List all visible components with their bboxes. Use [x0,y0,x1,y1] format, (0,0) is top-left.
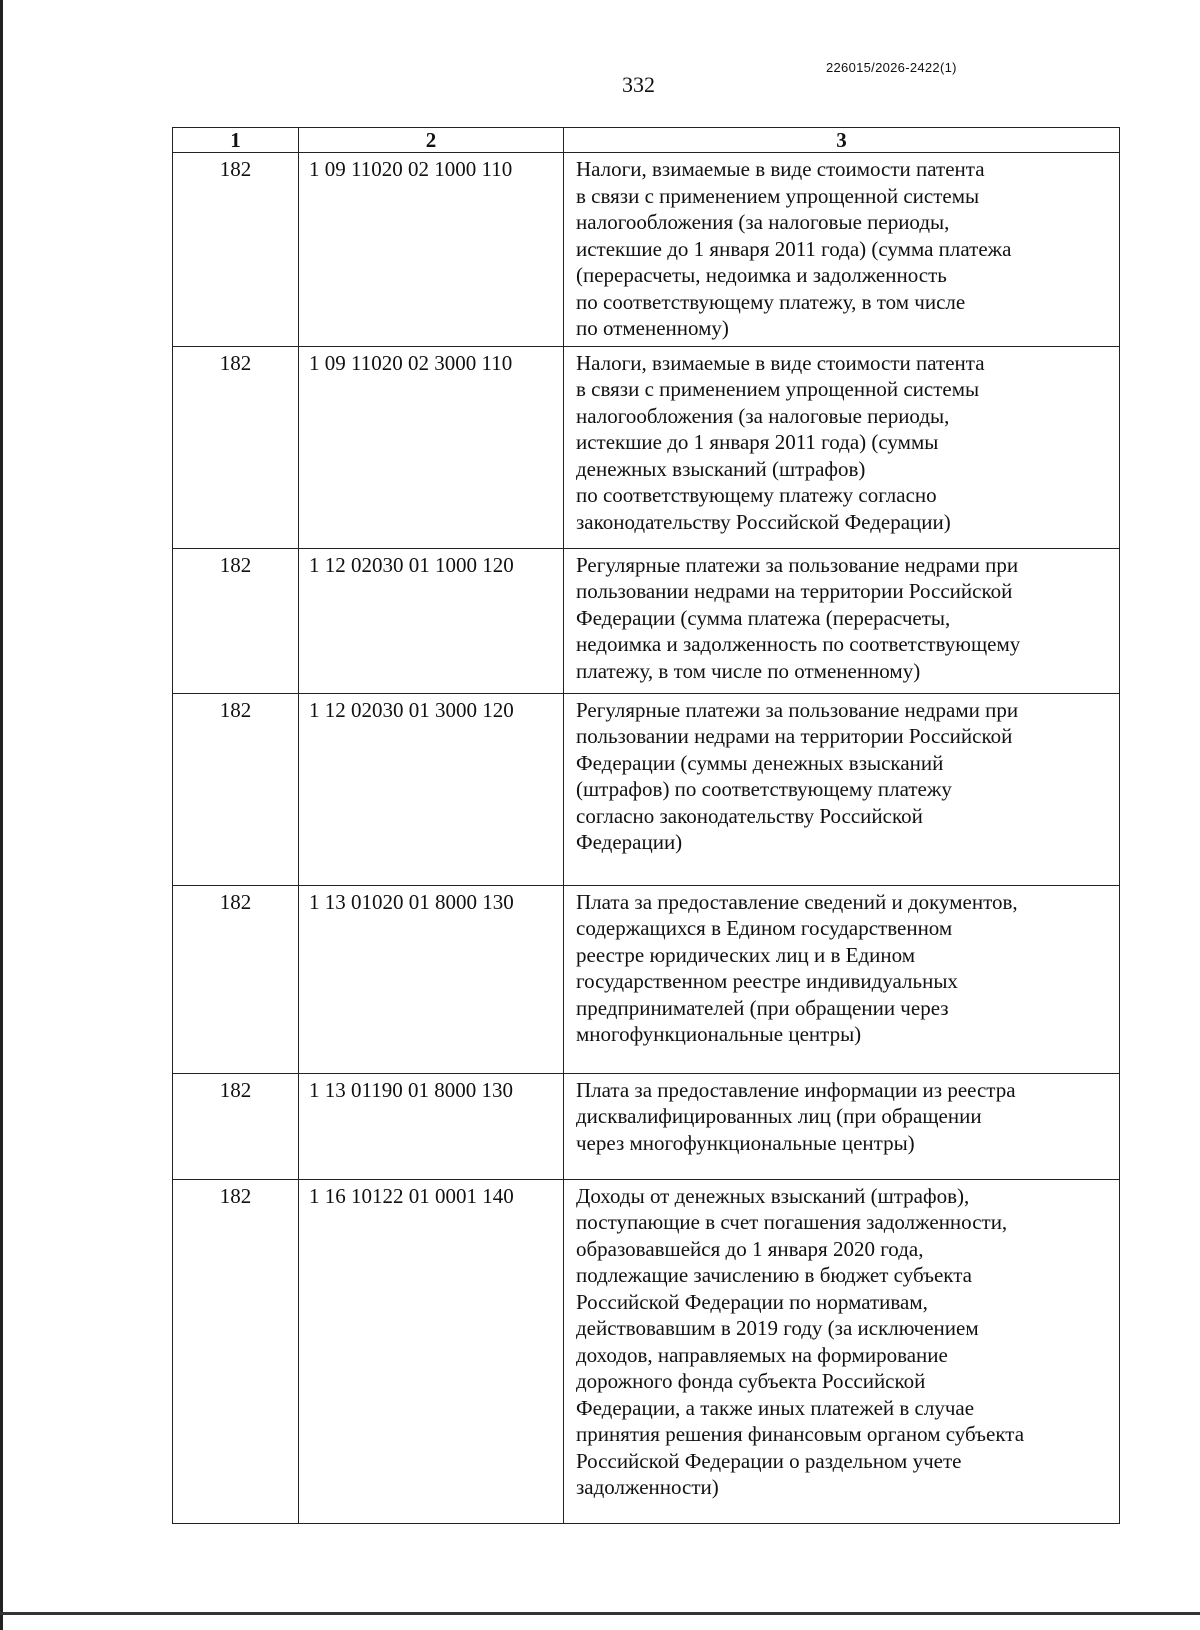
admin-code-cell: 182 [173,548,299,693]
description-cell: Налоги, взимаемые в виде стоимости патента в связи с применением упрощенной системы налогообложения (за налоговые периоды, истекшие до 1 января 2011 года) (сумма платежа (перерасчеты, недоимка и задолженность по соответствующему платежу, в том числе по отмененному) [564,153,1120,347]
admin-code-cell: 182 [173,885,299,1073]
kbk-code-cell: 1 13 01020 01 8000 130 [299,885,564,1073]
column-header-3: 3 [564,128,1120,153]
description-cell: Доходы от денежных взысканий (штрафов), поступающие в счет погашения задолженности, образовавшейся до 1 января 2020 года, подлежащие зачислению в бюджет субъекта Российской Федерации по нормативам, действовавшим в 2019 году (за исключением доходов, направляемых на формирование дорожного фонда субъекта Российской Федерации, а также иных платежей в случае принятия решения финансовым органом субъекта Российской Федерации о раздельном учете задолженности) [564,1179,1120,1523]
scan-edge-bottom [0,1612,1200,1615]
table-row [173,1179,1120,1523]
admin-code-cell: 182 [173,346,299,548]
table-row [173,885,1120,1073]
kbk-code-cell: 1 16 10122 01 0001 140 [299,1179,564,1523]
admin-code-cell: 182 [173,693,299,885]
kbk-code-cell: 1 09 11020 02 1000 110 [299,153,564,347]
page-number: 332 [622,72,655,97]
description-cell: Налоги, взимаемые в виде стоимости патента в связи с применением упрощенной системы налогообложения (за налоговые периоды, истекшие до 1 января 2011 года) (суммы денежных взысканий (штрафов) по соответствующему платежу согласно законодательству Российской Федерации) [564,346,1120,548]
column-header-1: 1 [173,128,299,153]
table-row [173,1073,1120,1179]
table-row [173,153,1120,347]
table-row [173,693,1120,885]
table-row [173,346,1120,548]
table-header-row [173,128,1120,153]
reference-code: 226015/2026-2422(1) [826,60,957,75]
table-row [173,548,1120,693]
scan-edge-left [0,0,3,1630]
kbk-code-cell: 1 12 02030 01 1000 120 [299,548,564,693]
revenue-codes-table [172,127,1120,1524]
kbk-code-cell: 1 12 02030 01 3000 120 [299,693,564,885]
description-cell: Плата за предоставление информации из реестра дисквалифицированных лиц (при обращении через многофункциональные центры) [564,1073,1120,1179]
admin-code-cell: 182 [173,1073,299,1179]
description-cell: Плата за предоставление сведений и документов, содержащихся в Едином государственном реестре юридических лиц и в Едином государственном реестре индивидуальных предпринимателей (при обращении через многофункциональные центры) [564,885,1120,1073]
description-cell: Регулярные платежи за пользование недрами при пользовании недрами на территории Российской Федерации (суммы денежных взысканий (штрафов) по соответствующему платежу согласно законодательству Российской Федерации) [564,693,1120,885]
admin-code-cell: 182 [173,1179,299,1523]
column-header-2: 2 [299,128,564,153]
description-cell: Регулярные платежи за пользование недрами при пользовании недрами на территории Российской Федерации (сумма платежа (перерасчеты, недоимка и задолженность по соответствующему платежу, в том числе по отмененному) [564,548,1120,693]
kbk-code-cell: 1 13 01190 01 8000 130 [299,1073,564,1179]
kbk-code-cell: 1 09 11020 02 3000 110 [299,346,564,548]
admin-code-cell: 182 [173,153,299,347]
